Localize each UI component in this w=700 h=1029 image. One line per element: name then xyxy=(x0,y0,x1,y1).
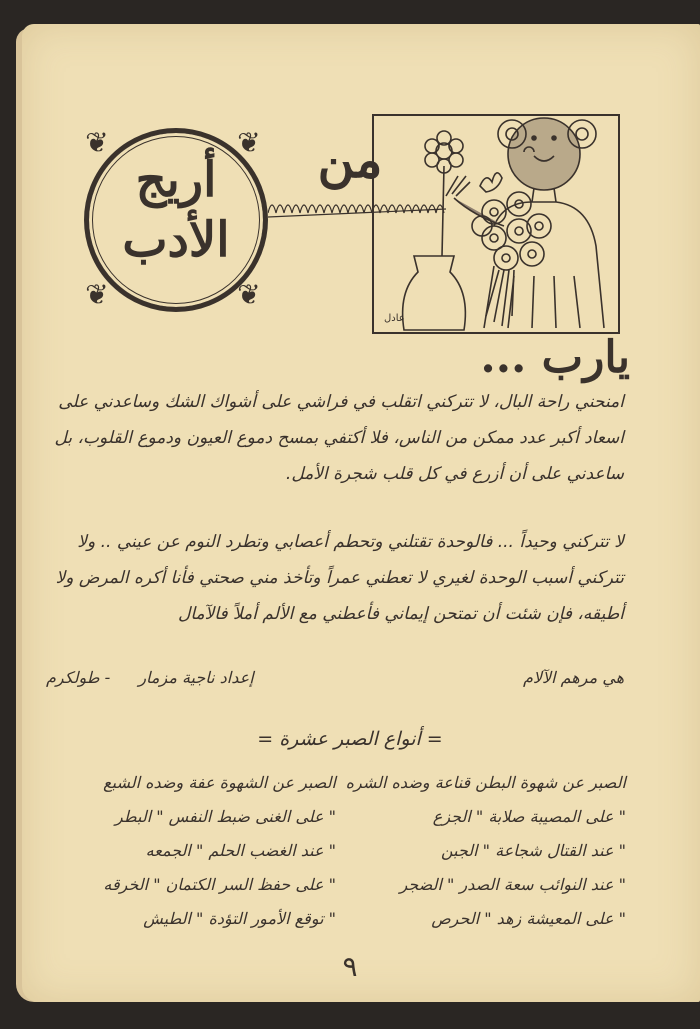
corner-ornament-icon: ❦ xyxy=(85,278,109,311)
list-cell-right: الصبر عن شهوة البطن قناعة وضده الشره xyxy=(345,773,626,792)
list-item xyxy=(50,902,630,936)
author-credit xyxy=(46,668,254,687)
girl-flowers-vase-icon xyxy=(374,116,618,332)
article-title: يارب ... xyxy=(480,332,630,383)
emblem-title-line2: الأدب xyxy=(122,212,230,268)
corner-ornament-icon: ❦ xyxy=(85,126,109,159)
list-cell-left: " توقع الأمور التؤدة " الطيش xyxy=(143,909,336,928)
list-item xyxy=(50,766,630,800)
list-cell-right: " على المعيشة زهد " الحرص xyxy=(431,909,626,928)
patience-types-list xyxy=(50,766,630,936)
list-item xyxy=(50,800,630,834)
list-cell-left: " عند الغضب الحلم " الجمعه xyxy=(145,841,336,860)
author-place: - طولكرم xyxy=(46,668,111,687)
list-cell-right: " عند النوائب سعة الصدر " الضجر xyxy=(399,875,626,894)
corner-ornament-icon: ❦ xyxy=(237,278,261,311)
list-cell-left: " على حفظ السر الكتمان " الخرقه xyxy=(103,875,336,894)
emblem-title-line1: أريج xyxy=(135,152,217,208)
list-cell-right: " عند القتال شجاعة " الجبن xyxy=(440,841,626,860)
emblem-title xyxy=(84,150,268,270)
article-paragraph-1: امنحني راحة البال، لا تتركني اتقلب في فراشي على أشواك الشك وساعدني على اسعاد أكبر عدد ممكن من الناس، فلا أكتفي بمسح دموع العيون ودموع القلوب، بل ساعدني على أن أزرع في كل قلب شجرة الأمل. xyxy=(54,392,624,484)
page-number: ٩ xyxy=(342,950,358,983)
article-paragraph-2: لا تتركني وحيداً ... فالوحدة تقتلني وتحطم أعصابي وتطرد النوم عن عيني .. ولا تتركني أسبب الوحدة لغيري لا تعطني عمراً وتأخذ مني صحتي فأنا أكره المرض ولا أطيقه، فإن شئت أن تمتحن إيماني فأعطني مع الألم أملاً فالآمال xyxy=(55,532,624,624)
list-cell-right: " على المصيبة صلابة " الجزع xyxy=(432,807,626,826)
corner-ornament-icon: ❦ xyxy=(237,126,261,159)
list-item xyxy=(50,834,630,868)
artist-signature: عادل xyxy=(384,313,405,324)
closing-line: هي مرهم الآلام xyxy=(522,668,624,687)
author-label: إعداد ناجية مزمار xyxy=(138,668,254,687)
list-cell-left: الصبر عن الشهوة عفة وضده الشبع xyxy=(103,773,336,792)
prefix-word: من xyxy=(317,130,383,189)
illustration-girl-with-flowers xyxy=(372,114,620,334)
list-cell-left: " على الغنى ضبط النفس " البطر xyxy=(115,807,336,826)
section-title: = أنواع الصبر عشرة = xyxy=(257,728,443,750)
article-closing-row xyxy=(46,668,624,687)
list-item xyxy=(50,868,630,902)
